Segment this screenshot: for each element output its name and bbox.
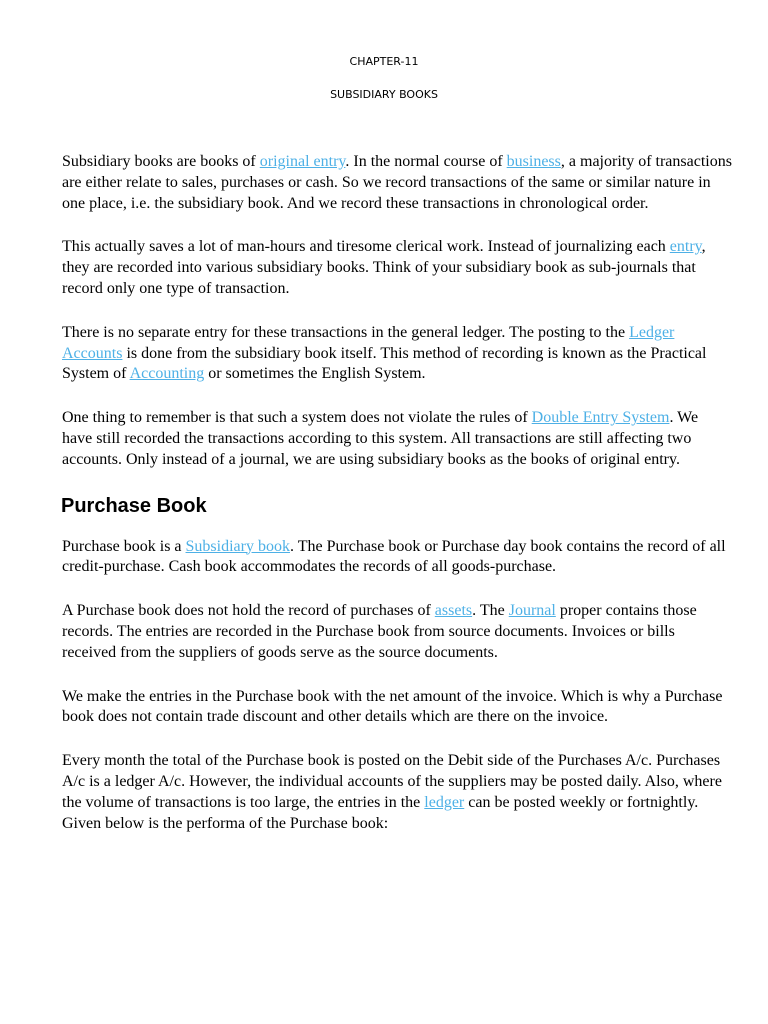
text-run: , they are recorded into various subsidiary books. Think of your subsidiary book as sub-journals that record only one type of transaction. xyxy=(62,238,706,297)
intro-paragraph-2 xyxy=(62,237,732,299)
text-run: . We have still recorded the transactions according to this system. All transactions are still affecting two accounts. Only instead of a journal, we are using subsidiary books as the books of original entry. xyxy=(62,409,699,468)
purchase-book-heading: Purchase Book xyxy=(61,494,207,517)
link-accounting[interactable]: Accounting xyxy=(129,365,205,383)
text-run: We make the entries in the Purchase book with the net amount of the invoice. Which is why a Purchase book does not contain trade discount and other details which are there on the invoice. xyxy=(62,687,723,726)
purchase-paragraph-1 xyxy=(62,537,732,579)
text-run: One thing to remember is that such a system does not violate the rules of xyxy=(62,409,532,427)
document-body xyxy=(62,152,732,857)
link-business[interactable]: business xyxy=(506,153,561,170)
link-journal[interactable]: Journal xyxy=(508,602,556,620)
link-original-entry[interactable]: original entry xyxy=(259,153,346,170)
chapter-number: CHAPTER-11 xyxy=(349,55,419,68)
text-run: Every month the total of the Purchase book is posted on the Debit side of the Purchases A/c. Purchases A/c is a ledger A/c. However, the individual accounts of the suppliers may be posted daily. Also, where the volume of transactions is too large, the entries in the xyxy=(62,752,722,811)
purchase-paragraph-4 xyxy=(62,751,732,834)
text-run: Subsidiary books are books of xyxy=(62,153,260,170)
link-entry[interactable]: entry xyxy=(669,238,702,256)
text-run: Purchase book is a xyxy=(62,537,186,555)
link-double-entry-system[interactable]: Double Entry System xyxy=(531,409,670,427)
chapter-title: SUBSIDIARY BOOKS xyxy=(330,88,438,101)
link-assets[interactable]: assets xyxy=(434,602,473,620)
link-subsidiary-book[interactable]: Subsidiary book xyxy=(185,537,290,555)
link-ledger-accounts[interactable]: Ledger Accounts xyxy=(62,323,675,362)
text-run: A Purchase book does not hold the record of purchases of xyxy=(62,602,435,620)
text-run: There is no separate entry for these transactions in the general ledger. The posting to the xyxy=(62,323,630,341)
text-run: . In the normal course of xyxy=(345,153,507,170)
intro-paragraph-1 xyxy=(62,152,732,214)
text-run: This actually saves a lot of man-hours and tiresome clerical work. Instead of journalizing each xyxy=(62,238,670,256)
text-run: is done from the subsidiary book itself. This method of recording is known as the Practical System of xyxy=(62,344,707,383)
text-run: can be posted weekly or fortnightly. Given below is the performa of the Purchase book: xyxy=(62,793,699,832)
text-run: proper contains those records. The entries are recorded in the Purchase book from source documents. Invoices or bills received from the suppliers of goods serve as the source documents. xyxy=(62,602,697,661)
text-run: , a majority of transactions are either relate to sales, purchases or cash. So we record transactions of the same or similar nature in one place, i.e. the subsidiary book. And we record these transactions in chronological order. xyxy=(62,153,732,212)
text-run: . The xyxy=(472,602,509,620)
text-run: or sometimes the English System. xyxy=(204,365,426,383)
intro-paragraph-3 xyxy=(62,323,732,385)
purchase-paragraph-2 xyxy=(62,601,732,663)
link-ledger[interactable]: ledger xyxy=(424,793,465,811)
intro-paragraph-4 xyxy=(62,408,732,470)
text-run: . The Purchase book or Purchase day book contains the record of all credit-purchase. Cash book accommodates the records of all goods-purchase. xyxy=(62,537,726,576)
purchase-paragraph-3 xyxy=(62,687,732,729)
